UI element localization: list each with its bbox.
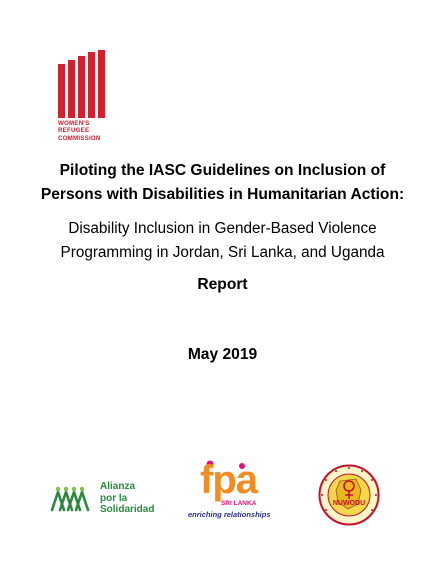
nuwodu-label: NUWODU <box>332 500 366 507</box>
nuwodu-seal-icon <box>318 464 380 526</box>
wrc-line: COMMISSION <box>58 134 101 142</box>
fpa-country: SRI LANKA <box>221 500 257 507</box>
subtitle-line-2: Programming in Jordan, Sri Lanka, and Uganda <box>60 244 385 261</box>
wrc-logo <box>58 50 106 160</box>
alianza-mark-icon <box>50 484 96 514</box>
wrc-line: WOMEN'S <box>58 120 90 127</box>
wrc-wordmark <box>58 120 118 142</box>
alianza-wordmark <box>100 481 154 516</box>
report-subtitle <box>0 217 445 265</box>
fpa-tagline: enriching relationships <box>188 510 271 519</box>
wrc-bars-icon <box>58 50 106 118</box>
doc-type-label: Report <box>197 276 248 293</box>
fpa-wordmark: fpa <box>200 458 257 502</box>
alianza-line: Alianza <box>100 481 136 492</box>
title-line-2: Persons with Disabilities in Humanitarian Action: <box>40 186 405 203</box>
subtitle-line-1: Disability Inclusion in Gender-Based Violence <box>68 220 377 237</box>
fpa-logo <box>188 458 271 530</box>
alianza-logo <box>50 481 180 521</box>
publication-date: May 2019 <box>187 346 258 363</box>
wrc-line: REFUGEE <box>58 127 90 135</box>
report-title <box>0 159 445 207</box>
title-line-1: Piloting the IASC Guidelines on Inclusion of <box>59 162 386 179</box>
alianza-line: Solidaridad <box>100 504 155 515</box>
alianza-line: por la <box>100 492 128 504</box>
